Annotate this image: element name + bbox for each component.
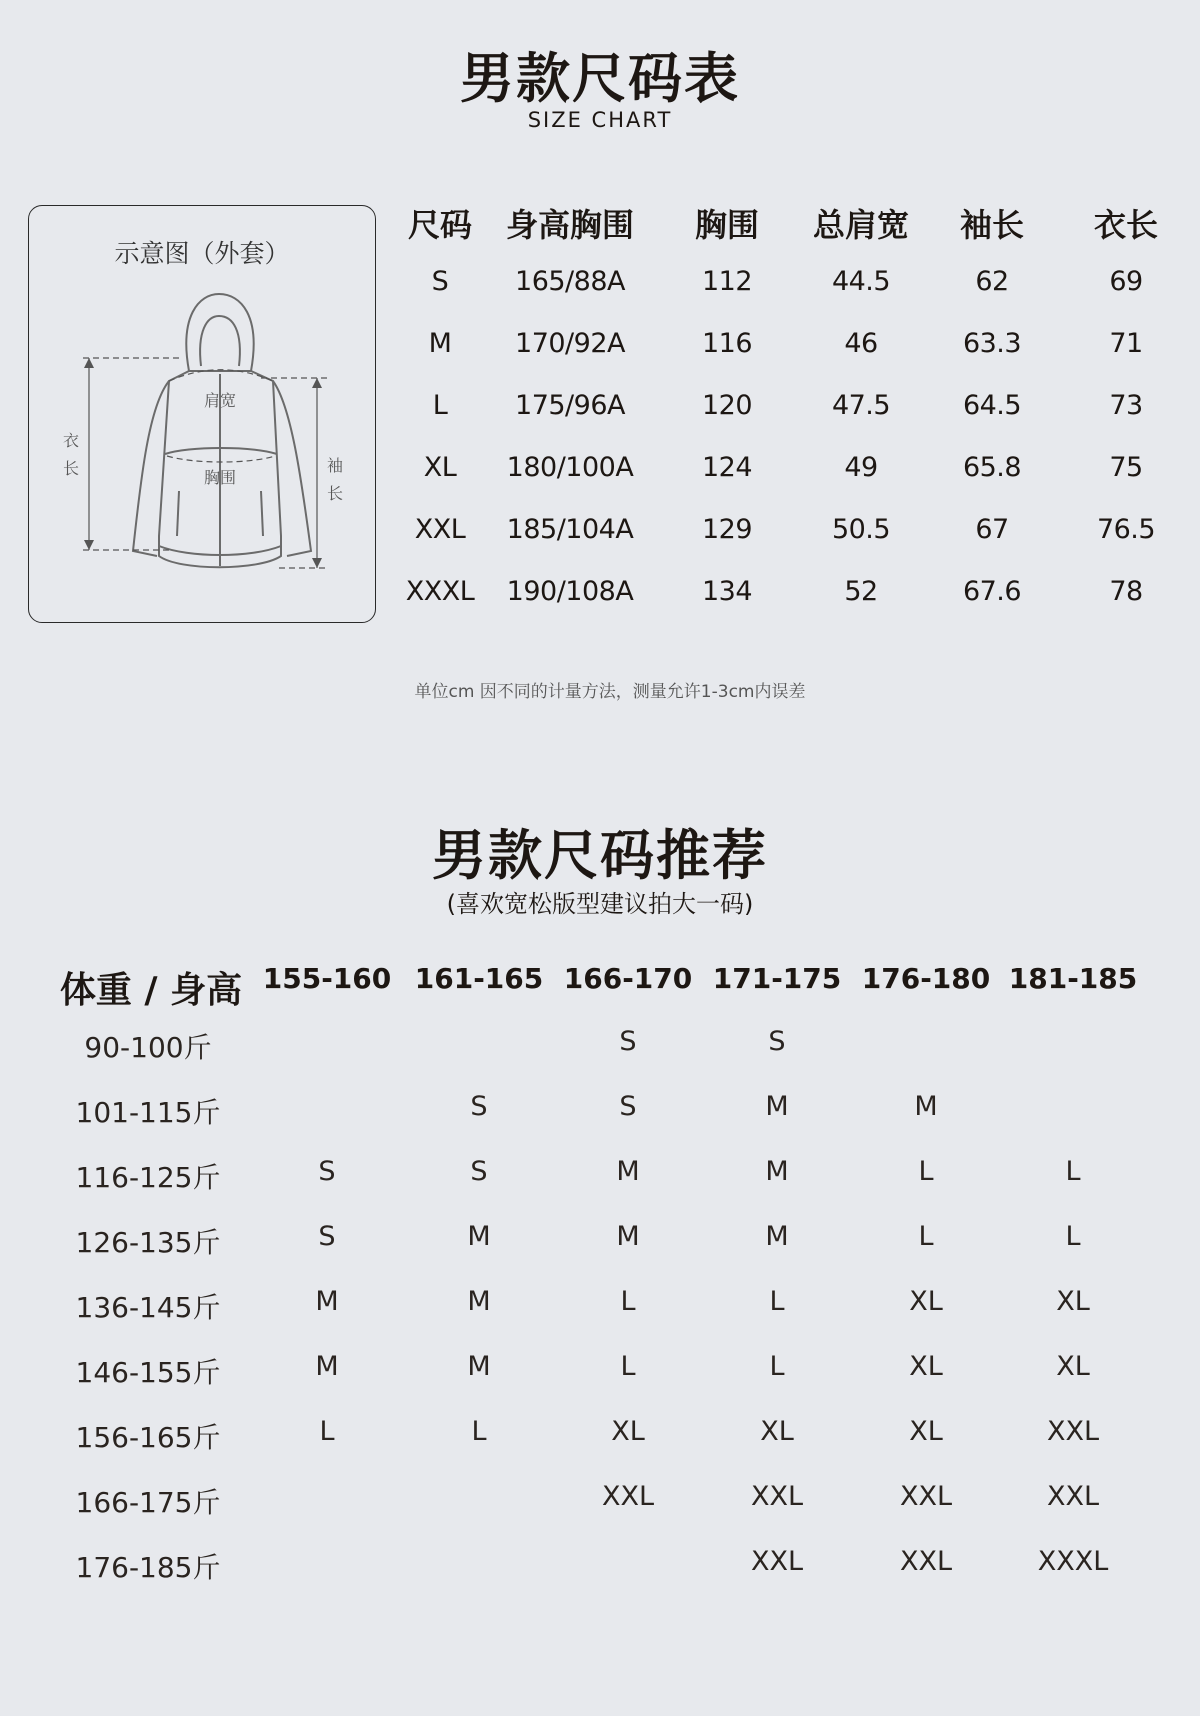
- recommended-size-cell: S: [470, 1156, 488, 1187]
- recommended-size-cell: M: [765, 1091, 789, 1122]
- recommended-size-cell: XL: [611, 1416, 645, 1447]
- recommendation-row: [58, 1534, 1158, 1599]
- recommended-size-cell: M: [914, 1091, 938, 1122]
- weight-range-cell: 166-175斤: [75, 1486, 221, 1519]
- recommended-size-cell: XXL: [1046, 1416, 1100, 1447]
- recommendation-row: [58, 1404, 1158, 1469]
- header-height-176-180: 176-180: [861, 962, 991, 995]
- size-chart-cell: XXL: [414, 514, 466, 545]
- weight-range-cell: 101-115斤: [75, 1096, 221, 1129]
- recommendation-row: [58, 1469, 1158, 1534]
- size-chart-cell: 112: [701, 266, 753, 297]
- recommended-size-cell: M: [467, 1351, 491, 1382]
- recommendation-subtitle: (喜欢宽松版型建议拍大一码): [446, 890, 754, 918]
- size-chart-subtitle: SIZE CHART: [527, 108, 673, 132]
- recommended-size-cell: XXL: [601, 1481, 655, 1512]
- recommendation-table: [58, 958, 1158, 1599]
- size-chart-cell: 134: [701, 576, 753, 607]
- size-chart-cell: 76.5: [1096, 514, 1156, 545]
- size-chart-cell: XL: [423, 452, 457, 483]
- recommended-size-cell: XL: [1056, 1286, 1090, 1317]
- header-chest: 胸围: [694, 206, 760, 244]
- size-chart-cell: L: [432, 390, 448, 421]
- weight-range-cell: 90-100斤: [84, 1031, 212, 1064]
- diagram-title: 示意图（外套）: [114, 239, 290, 268]
- size-chart-cell: 63.3: [962, 328, 1022, 359]
- recommendation-row: [58, 1079, 1158, 1144]
- size-chart-cell: 170/92A: [515, 328, 625, 359]
- size-chart-row: [393, 374, 1183, 436]
- size-chart-cell: 67: [975, 514, 1009, 545]
- size-chart-cell: 120: [701, 390, 753, 421]
- recommended-size-cell: M: [467, 1221, 491, 1252]
- recommended-size-cell: L: [471, 1416, 487, 1447]
- diagram-label-length-1: 衣: [62, 431, 80, 450]
- size-chart-cell: 175/96A: [515, 390, 625, 421]
- recommendation-row: [58, 1339, 1158, 1404]
- recommended-size-cell: S: [470, 1091, 488, 1122]
- size-chart-cell: 47.5: [831, 390, 891, 421]
- size-chart-table: [393, 196, 1183, 622]
- recommended-size-cell: S: [318, 1156, 336, 1187]
- jacket-outline-icon: [29, 206, 377, 624]
- recommended-size-cell: XL: [909, 1351, 943, 1382]
- recommended-size-cell: M: [765, 1221, 789, 1252]
- recommended-size-cell: M: [315, 1351, 339, 1382]
- recommended-size-cell: S: [768, 1026, 786, 1057]
- recommended-size-cell: L: [769, 1286, 785, 1317]
- recommended-size-cell: XXL: [750, 1546, 804, 1577]
- size-chart-cell: 165/88A: [515, 266, 625, 297]
- header-height-171-175: 171-175: [712, 962, 842, 995]
- recommended-size-cell: M: [765, 1156, 789, 1187]
- header-height-155-160: 155-160: [262, 962, 392, 995]
- size-chart-cell: 49: [844, 452, 878, 483]
- size-chart-cell: M: [428, 328, 452, 359]
- size-chart-cell: 75: [1109, 452, 1143, 483]
- size-chart-cell: 71: [1109, 328, 1143, 359]
- recommended-size-cell: XXL: [899, 1481, 953, 1512]
- size-chart-header-row: [393, 196, 1183, 250]
- weight-range-cell: 136-145斤: [75, 1291, 221, 1324]
- header-shoulder: 总肩宽: [812, 206, 910, 244]
- size-chart-row: [393, 560, 1183, 622]
- size-chart-cell: XXXL: [405, 576, 475, 607]
- size-chart-row: [393, 250, 1183, 312]
- recommended-size-cell: S: [619, 1026, 637, 1057]
- diagram-label-sleeve-1: 袖: [326, 456, 344, 475]
- size-chart-title: 男款尺码表: [460, 47, 740, 110]
- recommended-size-cell: S: [619, 1091, 637, 1122]
- size-chart-cell: 52: [844, 576, 878, 607]
- header-size: 尺码: [407, 206, 473, 244]
- weight-range-cell: 156-165斤: [75, 1421, 221, 1454]
- recommended-size-cell: M: [616, 1156, 640, 1187]
- diagram-label-length-2: 长: [62, 459, 80, 478]
- header-sleeve: 袖长: [959, 206, 1025, 244]
- recommended-size-cell: L: [319, 1416, 335, 1447]
- size-chart-row: [393, 312, 1183, 374]
- header-height-161-165: 161-165: [414, 962, 544, 995]
- measurement-diagram-card: [28, 205, 376, 623]
- recommendation-row: [58, 1144, 1158, 1209]
- size-chart-cell: 67.6: [962, 576, 1022, 607]
- size-chart-cell: 73: [1109, 390, 1143, 421]
- recommended-size-cell: XL: [909, 1286, 943, 1317]
- weight-range-cell: 176-185斤: [75, 1551, 221, 1584]
- recommended-size-cell: L: [918, 1221, 934, 1252]
- diagram-label-shoulder: 肩宽: [203, 391, 237, 410]
- recommended-size-cell: M: [467, 1286, 491, 1317]
- measurement-note: 单位cm 因不同的计量方法，测量允许1-3cm内误差: [414, 682, 806, 702]
- recommended-size-cell: L: [620, 1286, 636, 1317]
- size-chart-cell: 124: [701, 452, 753, 483]
- size-chart-cell: 116: [701, 328, 753, 359]
- recommendation-row: [58, 1274, 1158, 1339]
- size-chart-cell: 69: [1109, 266, 1143, 297]
- size-chart-cell: 190/108A: [506, 576, 634, 607]
- size-chart-cell: 180/100A: [506, 452, 634, 483]
- size-chart-cell: 185/104A: [506, 514, 634, 545]
- size-chart-row: [393, 498, 1183, 560]
- recommended-size-cell: L: [620, 1351, 636, 1382]
- size-chart-cell: 129: [701, 514, 753, 545]
- recommended-size-cell: L: [1065, 1221, 1081, 1252]
- recommended-size-cell: L: [1065, 1156, 1081, 1187]
- weight-range-cell: 146-155斤: [75, 1356, 221, 1389]
- size-chart-row: [393, 436, 1183, 498]
- size-chart-cell: 44.5: [831, 266, 891, 297]
- recommendation-title: 男款尺码推荐: [432, 824, 768, 887]
- recommended-size-cell: XXL: [1046, 1481, 1100, 1512]
- weight-range-cell: 126-135斤: [75, 1226, 221, 1259]
- recommended-size-cell: M: [315, 1286, 339, 1317]
- size-chart-cell: 50.5: [831, 514, 891, 545]
- recommendation-row: [58, 1209, 1158, 1274]
- recommended-size-cell: XL: [760, 1416, 794, 1447]
- recommended-size-cell: L: [918, 1156, 934, 1187]
- size-chart-cell: 65.8: [962, 452, 1022, 483]
- recommended-size-cell: XXL: [750, 1481, 804, 1512]
- diagram-label-chest: 胸围: [203, 468, 237, 487]
- recommended-size-cell: XXL: [899, 1546, 953, 1577]
- size-chart-cell: 46: [844, 328, 878, 359]
- size-chart-cell: 62: [975, 266, 1009, 297]
- weight-range-cell: 116-125斤: [75, 1161, 221, 1194]
- header-weight-height: 体重 / 身高: [59, 970, 243, 1011]
- size-chart-cell: 78: [1109, 576, 1143, 607]
- recommendation-header-row: [58, 958, 1158, 1014]
- recommended-size-cell: S: [318, 1221, 336, 1252]
- recommended-size-cell: L: [769, 1351, 785, 1382]
- header-height-166-170: 166-170: [563, 962, 693, 995]
- diagram-label-sleeve-2: 长: [326, 484, 344, 503]
- header-length: 衣长: [1093, 206, 1159, 244]
- size-chart-cell: 64.5: [962, 390, 1022, 421]
- recommended-size-cell: XL: [1056, 1351, 1090, 1382]
- recommended-size-cell: XXXL: [1037, 1546, 1109, 1577]
- recommendation-row: [58, 1014, 1158, 1079]
- header-height-chest: 身高胸围: [505, 206, 635, 244]
- recommended-size-cell: M: [616, 1221, 640, 1252]
- recommended-size-cell: XL: [909, 1416, 943, 1447]
- header-height-181-185: 181-185: [1008, 962, 1138, 995]
- size-chart-cell: S: [431, 266, 449, 297]
